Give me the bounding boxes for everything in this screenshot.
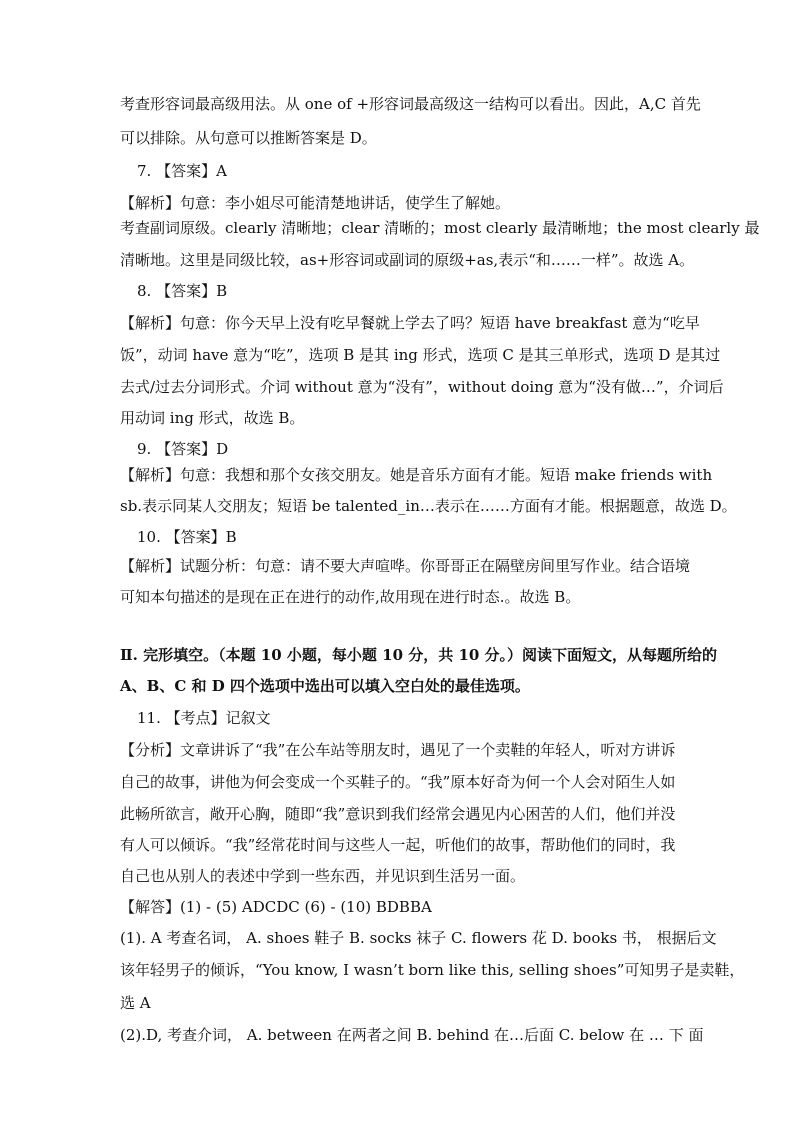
- answer-heading: 11. 【考点】记叙文: [137, 709, 271, 727]
- text-line: 【解析】试题分析：句意：请不要大声喧哗。你哥哥正在隔壁房间里写作业。结合语境: [120, 557, 691, 575]
- text-line: 【解析】句意：我想和那个女孩交朋友。她是音乐方面有才能。短语 make friends with: [120, 466, 713, 484]
- text-line: (2).D, 考查介词， A. between 在两者之间 B. behind 在…后面 C. below 在 … 下 面: [120, 1026, 704, 1044]
- text-line: sb.表示同某人交朋友；短语 be talented_in…表示在……方面有才能。根据题意，故选 D。: [120, 497, 737, 515]
- text-line: 此畅所欲言，敞开心胸，随即“我”意识到我们经常会遇见内心困苦的人们，他们并没: [120, 805, 676, 823]
- text-line: 自己的故事，讲他为何会变成一个买鞋子的。“我”原本好奇为何一个人会对陌生人如: [120, 773, 676, 791]
- section-heading: Ⅱ. 完形填空。（本题 10 小题，每小题 10 分，共 10 分。）阅读下面短文，从每题所给的: [120, 646, 718, 664]
- answer-heading: 8. 【答案】B: [137, 282, 228, 300]
- text-line: 用动词 ing 形式，故选 B。: [120, 409, 305, 427]
- text-line: 【解答】(1) - (5) ADCDC (6) - (10) BDBBA: [120, 898, 432, 916]
- text-line: 可知本句描述的是现在正在进行的动作,故用现在进行时态.。故选 B。: [120, 588, 581, 606]
- text-line: 清晰地。这里是同级比较，as+形容词或副词的原级+as,表示“和……一样”。故选 A。: [120, 251, 695, 269]
- text-line: 【分析】文章讲诉了“我”在公车站等朋友时，遇见了一个卖鞋的年轻人，听对方讲诉: [120, 741, 676, 759]
- text-line: 可以排除。从句意可以推断答案是 D。: [120, 129, 377, 147]
- answer-heading: 10. 【答案】B: [137, 528, 237, 546]
- text-line: 【解析】句意：你今天早上没有吃早餐就上学去了吗？短语 have breakfast 意为“吃早: [120, 314, 700, 332]
- text-line: 自己也从别人的表述中学到一些东西，并见识到生活另一面。: [120, 867, 526, 885]
- text-line: 选 A: [120, 994, 151, 1012]
- text-line: (1). A 考查名词， A. shoes 鞋子 B. socks 袜子 C. flowers 花 D. books 书， 根据后文: [120, 929, 717, 947]
- answer-heading: 7. 【答案】A: [137, 162, 227, 180]
- text-line: 去式/过去分词形式。介词 without 意为“没有”，without doing 意为“没有做…”，介词后: [120, 378, 724, 396]
- answer-heading: 9. 【答案】D: [137, 440, 229, 458]
- text-line: 考查副词原级。clearly 清晰地；clear 清晰的；most clearly 最清晰地；the most clearly 最: [120, 219, 760, 237]
- text-line: 有人可以倾诉。“我”经常花时间与这些人一起，听他们的故事，帮助他们的同时，我: [120, 836, 676, 854]
- text-line: 考查形容词最高级用法。从 one of +形容词最高级这一结构可以看出。因此，A,C 首先: [120, 95, 701, 113]
- text-line: 【解析】句意：李小姐尽可能清楚地讲话，使学生了解她。: [120, 194, 511, 212]
- text-line: 该年轻男子的倾诉，“You know, I wasn’t born like this, selling shoes”可知男子是卖鞋，: [120, 961, 745, 979]
- section-heading: A、B、C 和 D 四个选项中选出可以填入空白处的最佳选项。: [120, 677, 530, 695]
- text-line: 饭”，动词 have 意为“吃”，选项 B 是其 ing 形式，选项 C 是其三单形式，选项 D 是其过: [120, 346, 721, 364]
